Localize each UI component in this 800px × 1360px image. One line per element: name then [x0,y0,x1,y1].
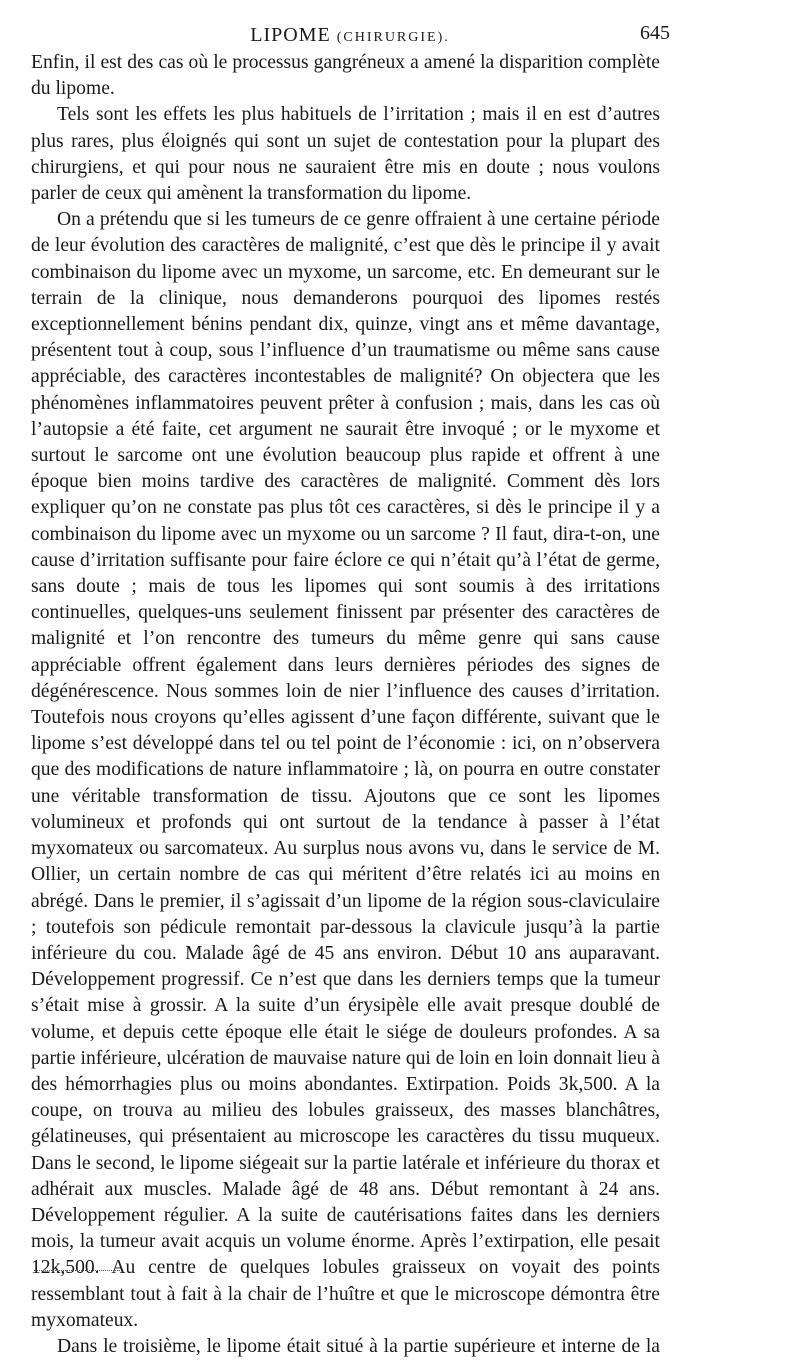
footer-rule [34,1270,120,1271]
paragraph: Dans le troisième, le lipome était situé à la partie supérieure et interne de la [57,1335,660,1357]
running-title-main: LIPOME [250,24,331,46]
body-text [31,50,660,1360]
running-title [30,24,670,47]
paragraph: On a prétendu que si les tumeurs de ce genre offraient à une certaine période de leur évolution des caractères de malignité, c’est que dès le principe il y avait combinaison du lipome avec un myxome, un sarcome, etc. En demeurant sur le terrain de la clinique, nous demanderons pourquoi des lipomes restés exceptionnellement bénins pendant dix, quinze, vingt ans et même davantage, présentent tout à coup, sous l’influence d’un traumatisme ou même sans cause appréciable, des caractères incontestables de malignité? On objectera que les phénomènes inflammatoires peuvent prêter à confusion ; mais, dans les cas où l’autopsie a été faite, cet argument ne saurait être invoqué ; or le myxome et surtout le sarcome ont une évolution beaucoup plus rapide et offrent à une époque bien moins tardive des caractères de malignité. Comment dès lors expliquer qu’on ne constate pas plus tôt ces caractères, si dès le principe il y a combinaison du lipome avec un myxome ou un sarcome ? Il faut, dira-t-on, une cause d’irritation suffisante pour faire éclore ce qui n’était qu’à l’état de germe, sans doute ; mais de tous les lipomes qui sont soumis à des irritations continuelles, quelques-uns seulement finissent par présenter des caractères de malignité et l’on rencontre des tumeurs du même genre qui sans cause appréciable offrent également dans leurs dernières périodes des signes de dégénérescence. Nous sommes loin de nier l’influence des causes d’irritation. Toutefois nous croyons qu’elles agissent d’une façon différente, suivant que le lipome s’est développé dans tel ou tel point de l’économie : ici, on n’observera que des modifications de nature inflammatoire ; là, on pourra en outre constater une véritable transformation de tissu. Ajoutons que ce sont les lipomes volumineux et profonds qui ont surtout de la tendance à passer à l’état myxomateux ou sarcomateux. Au surplus nous avons vu, dans le service de M. Ollier, un certain nombre de cas qui méritent d’être relatés ici au moins en abrégé. Dans le premier, il s’agissait d’un lipome de la région sous-claviculaire ; toutefois son pédicule remontait par-dessous la clavicule jusqu’à la partie inférieure du cou. Malade âgé de 45 ans environ. Début 10 ans auparavant. Développement progressif. Ce n’est que dans les derniers temps que la tumeur s’était mise à grossir. A la suite d’un érysipèle elle avait presque doublé de volume, et depuis cette époque elle était le siége de douleurs profondes. A sa partie inférieure, ulcération de mauvaise nature qui de loin en loin donnait lieu à des hémorrhagies plus ou moins abondantes. Extirpation. Poids 3k,500. A la coupe, on trouva au milieu des lobules graisseux, des masses blanchâtres, gélatineuses, qui présentaient au microscope les caractères du tissu muqueux. Dans le second, le lipome siégeait sur la partie latérale et inférieure du thorax et adhérait aux muscles. Malade âgé de 48 ans. Début remontant à 24 ans. Développement régulier. A la suite de cautérisations faites dans les derniers mois, la tumeur avait acquis un volume énorme. Après l’extirpation, elle pesait 12k,500. Au centre de quelques lobules graisseux on voyait des points ressemblant tout à fait à la chair de l’huître et que le microscope démontra être myxomateux. [31,209,660,1331]
page-number: 645 [640,22,670,44]
running-title-subtitle: (CHIRURGIE). [336,30,450,45]
paragraph: Enfin, il est des cas où le processus gangréneux a amené la disparition complète du lipome. [31,52,660,100]
paragraph: Tels sont les effets les plus habituels de l’irritation ; mais il en est d’autres plus rares, plus éloignés qui sont un sujet de contestation pour la plupart des chirurgiens, et qui pour nous ne sauraient être mis en doute ; nous voulons parler de ceux qui amènent la transformation du lipome. [31,104,660,205]
running-header [30,20,670,50]
